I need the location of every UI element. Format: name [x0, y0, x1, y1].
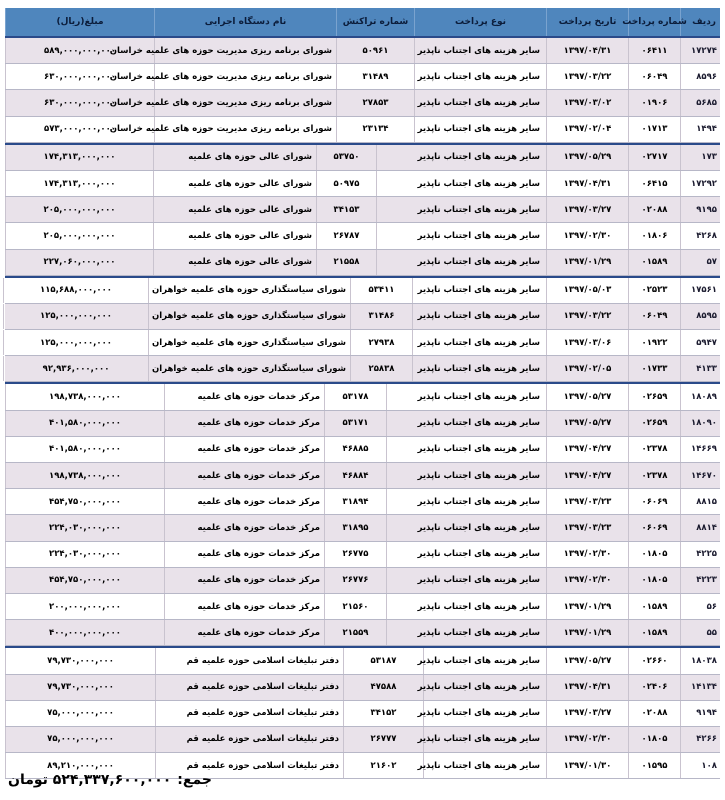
- cell-amount: ۴۰۰,۰۰۰,۰۰۰,۰۰۰: [5, 620, 164, 645]
- cell-payment-date: ۱۳۹۷/۰۲/۳۰: [546, 223, 628, 248]
- cell-transaction-number: ۵۳۴۱۱: [350, 278, 412, 303]
- cell-payment-number: ۰۲۷۱۷: [628, 145, 680, 170]
- cell-payment-number: ۰۱۸۰۵: [628, 542, 680, 567]
- cell-amount: ۷۹,۷۳۰,۰۰۰,۰۰۰: [5, 648, 155, 673]
- table-row: [5, 701, 720, 727]
- cell-row-number: ۱۸۰۸۹: [680, 384, 720, 409]
- cell-payment-number: ۰۱۵۸۹: [628, 594, 680, 619]
- cell-executive-agency: مرکز خدمات حوزه های علمیه: [164, 620, 324, 645]
- total-value: ۵۲۴,۳۳۷,۶۰۰,۰۰۰ تومان: [8, 772, 172, 788]
- table-row: [5, 594, 720, 620]
- cell-row-number: ۱۴۱۳۴: [680, 675, 720, 700]
- cell-transaction-number: ۴۶۸۸۴: [324, 463, 386, 488]
- cell-transaction-number: ۲۷۸۵۳: [336, 90, 414, 115]
- cell-payment-number: ۰۶۰۴۹: [628, 304, 680, 329]
- table-row: [5, 384, 720, 410]
- cell-amount: ۲۰۵,۰۰۰,۰۰۰,۰۰۰: [5, 223, 153, 248]
- cell-row-number: ۸۸۱۴: [680, 515, 720, 540]
- table-row: [5, 648, 720, 674]
- cell-amount: ۲۲۴,۰۳۰,۰۰۰,۰۰۰: [5, 542, 164, 567]
- cell-transaction-number: ۲۵۸۳۸: [350, 356, 412, 381]
- cell-amount: ۴۰۱,۵۸۰,۰۰۰,۰۰۰: [5, 437, 164, 462]
- cell-amount: ۵۸۹,۰۰۰,۰۰۰,۰۰۰: [5, 38, 154, 63]
- cell-executive-agency: مرکز خدمات حوزه های علمیه: [164, 463, 324, 488]
- cell-payment-number: ۰۱۹۰۶: [628, 90, 680, 115]
- table-row: [5, 250, 720, 276]
- cell-payment-type: سایر هزینه های اجتناب ناپذیر: [414, 38, 546, 63]
- cell-executive-agency: شورای عالی حوزه های علمیه: [153, 223, 316, 248]
- cell-payment-date: ۱۳۹۷/۰۱/۲۹: [546, 620, 628, 645]
- header-amount: مبلغ(ریال): [5, 8, 154, 36]
- cell-transaction-number: ۲۱۵۵۹: [324, 620, 386, 645]
- cell-payment-type: سایر هزینه های اجتناب ناپذیر: [386, 489, 546, 514]
- table-header: [5, 8, 720, 36]
- cell-payment-type: سایر هزینه های اجتناب ناپذیر: [386, 620, 546, 645]
- cell-payment-type: سایر هزینه های اجتناب ناپذیر: [423, 701, 546, 726]
- cell-executive-agency: دفتر تبلیغات اسلامی حوزه علمیه قم: [155, 648, 343, 673]
- cell-row-number: ۴۲۶۶: [680, 727, 720, 752]
- cell-executive-agency: مرکز خدمات حوزه های علمیه: [164, 515, 324, 540]
- cell-transaction-number: ۳۴۱۵۳: [316, 197, 376, 222]
- cell-amount: ۱۲۵,۰۰۰,۰۰۰,۰۰۰: [3, 330, 148, 355]
- table-row: [5, 330, 720, 356]
- cell-amount: ۱۹۸,۷۳۸,۰۰۰,۰۰۰: [5, 463, 164, 488]
- cell-executive-agency: دفتر تبلیغات اسلامی حوزه علمیه قم: [155, 701, 343, 726]
- table-row: [5, 620, 720, 646]
- cell-payment-type: سایر هزینه های اجتناب ناپذیر: [412, 356, 546, 381]
- cell-payment-number: ۰۱۸۰۶: [628, 223, 680, 248]
- cell-payment-date: ۱۳۹۷/۰۳/۲۷: [546, 197, 628, 222]
- cell-transaction-number: ۲۱۶۰۲: [343, 753, 423, 778]
- cell-transaction-number: ۳۱۸۹۵: [324, 515, 386, 540]
- cell-amount: ۷۵,۰۰۰,۰۰۰,۰۰۰: [5, 727, 155, 752]
- cell-payment-type: سایر هزینه های اجتناب ناپذیر: [412, 330, 546, 355]
- table-row: [5, 727, 720, 753]
- table-body: [5, 36, 720, 779]
- cell-row-number: ۱۷۲۷۴: [680, 38, 720, 63]
- cell-payment-date: ۱۳۹۷/۰۱/۲۹: [546, 594, 628, 619]
- table-row: [5, 304, 720, 330]
- cell-amount: ۶۳۰,۰۰۰,۰۰۰,۰۰۰: [5, 90, 154, 115]
- cell-row-number: ۴۲۲۵: [680, 542, 720, 567]
- cell-executive-agency: مرکز خدمات حوزه های علمیه: [164, 489, 324, 514]
- cell-row-number: ۹۱۹۴: [680, 701, 720, 726]
- cell-payment-number: ۰۱۹۲۲: [628, 330, 680, 355]
- cell-payment-date: ۱۳۹۷/۰۴/۳۱: [546, 38, 628, 63]
- table-row: [5, 437, 720, 463]
- cell-amount: ۱۱۵,۶۸۸,۰۰۰,۰۰۰: [3, 278, 148, 303]
- cell-row-number: ۵۶: [680, 594, 720, 619]
- cell-row-number: ۹۱۹۵: [680, 197, 720, 222]
- cell-payment-number: ۰۶۴۱۱: [628, 38, 680, 63]
- cell-payment-type: سایر هزینه های اجتناب ناپذیر: [376, 145, 546, 170]
- cell-executive-agency: شورای سیاستگذاری حوزه های علمیه خواهران: [148, 356, 350, 381]
- cell-payment-number: ۰۱۵۹۵: [628, 753, 680, 778]
- cell-executive-agency: شورای سیاستگذاری حوزه های علمیه خواهران: [148, 330, 350, 355]
- cell-payment-type: سایر هزینه های اجتناب ناپذیر: [386, 515, 546, 540]
- cell-payment-date: ۱۳۹۷/۰۱/۳۰: [546, 753, 628, 778]
- cell-payment-number: ۰۲۳۷۸: [628, 437, 680, 462]
- cell-row-number: ۸۵۹۵: [680, 304, 720, 329]
- cell-executive-agency: دفتر تبلیغات اسلامی حوزه علمیه قم: [155, 753, 343, 778]
- cell-row-number: ۱۸۰۹۰: [680, 411, 720, 436]
- cell-transaction-number: ۳۱۴۸۹: [336, 64, 414, 89]
- cell-amount: ۸۹,۲۱۰,۰۰۰,۰۰۰: [5, 753, 155, 778]
- cell-transaction-number: ۲۶۷۷۷: [343, 727, 423, 752]
- header-payment-number: شماره پرداخت: [628, 8, 680, 36]
- cell-payment-type: سایر هزینه های اجتناب ناپذیر: [376, 171, 546, 196]
- table-group: [5, 382, 720, 646]
- header-payment-date: تاریخ پرداخت: [546, 8, 628, 36]
- cell-row-number: ۴۲۲۳: [680, 568, 720, 593]
- cell-payment-type: سایر هزینه های اجتناب ناپذیر: [386, 542, 546, 567]
- cell-payment-type: سایر هزینه های اجتناب ناپذیر: [386, 594, 546, 619]
- cell-payment-number: ۰۶۰۴۹: [628, 64, 680, 89]
- cell-row-number: ۱۷۲۹۲: [680, 171, 720, 196]
- cell-transaction-number: ۲۱۵۵۸: [316, 250, 376, 275]
- table-row: [5, 411, 720, 437]
- cell-executive-agency: مرکز خدمات حوزه های علمیه: [164, 437, 324, 462]
- cell-row-number: ۵۷: [680, 250, 720, 275]
- cell-row-number: ۵۵: [680, 620, 720, 645]
- cell-transaction-number: ۳۱۴۸۶: [350, 304, 412, 329]
- table-row: [5, 463, 720, 489]
- cell-payment-date: ۱۳۹۷/۰۳/۲۲: [546, 304, 628, 329]
- cell-executive-agency: شورای برنامه ریزی مدیریت حوزه های علمیه خراسان: [154, 64, 336, 89]
- cell-row-number: ۱۸۰۳۸: [680, 648, 720, 673]
- table-row: [5, 278, 720, 304]
- cell-payment-date: ۱۳۹۷/۰۵/۲۹: [546, 145, 628, 170]
- cell-payment-type: سایر هزینه های اجتناب ناپذیر: [386, 463, 546, 488]
- cell-transaction-number: ۵۳۱۷۱: [324, 411, 386, 436]
- cell-transaction-number: ۲۶۷۷۵: [324, 542, 386, 567]
- cell-row-number: ۱۷۳: [680, 145, 720, 170]
- cell-payment-date: ۱۳۹۷/۰۴/۳۱: [546, 675, 628, 700]
- cell-transaction-number: ۵۳۱۸۷: [343, 648, 423, 673]
- cell-payment-number: ۰۱۷۳۳: [628, 356, 680, 381]
- table-group: [5, 276, 720, 383]
- cell-payment-date: ۱۳۹۷/۰۴/۳۱: [546, 171, 628, 196]
- cell-row-number: ۵۶۸۵: [680, 90, 720, 115]
- cell-row-number: ۴۱۳۳: [680, 356, 720, 381]
- cell-payment-number: ۰۲۳۷۸: [628, 463, 680, 488]
- cell-transaction-number: ۵۳۷۵۰: [316, 145, 376, 170]
- cell-payment-date: ۱۳۹۷/۰۴/۲۷: [546, 463, 628, 488]
- cell-amount: ۷۵,۰۰۰,۰۰۰,۰۰۰: [5, 701, 155, 726]
- cell-amount: ۲۲۷,۰۶۰,۰۰۰,۰۰۰: [5, 250, 153, 275]
- table-row: [5, 542, 720, 568]
- cell-executive-agency: شورای عالی حوزه های علمیه: [153, 171, 316, 196]
- table-group: [5, 143, 720, 276]
- cell-payment-number: ۰۲۰۸۸: [628, 197, 680, 222]
- cell-row-number: ۱۴۶۷۰: [680, 463, 720, 488]
- cell-payment-type: سایر هزینه های اجتناب ناپذیر: [412, 304, 546, 329]
- cell-amount: ۲۲۴,۰۳۰,۰۰۰,۰۰۰: [5, 515, 164, 540]
- cell-transaction-number: ۲۷۹۳۸: [350, 330, 412, 355]
- cell-payment-number: ۰۶۰۶۹: [628, 489, 680, 514]
- cell-payment-number: ۰۱۷۱۳: [628, 117, 680, 142]
- cell-executive-agency: شورای عالی حوزه های علمیه: [153, 197, 316, 222]
- cell-payment-date: ۱۳۹۷/۰۵/۲۷: [546, 384, 628, 409]
- cell-amount: ۶۳۰,۰۰۰,۰۰۰,۰۰۰: [5, 64, 154, 89]
- cell-payment-date: ۱۳۹۷/۰۳/۰۶: [546, 330, 628, 355]
- cell-amount: ۴۵۴,۷۵۰,۰۰۰,۰۰۰: [5, 568, 164, 593]
- cell-payment-date: ۱۳۹۷/۰۱/۲۹: [546, 250, 628, 275]
- cell-payment-date: ۱۳۹۷/۰۳/۲۳: [546, 489, 628, 514]
- cell-amount: ۵۷۳,۰۰۰,۰۰۰,۰۰۰: [5, 117, 154, 142]
- cell-amount: ۴۰۱,۵۸۰,۰۰۰,۰۰۰: [5, 411, 164, 436]
- cell-payment-type: سایر هزینه های اجتناب ناپذیر: [376, 223, 546, 248]
- cell-transaction-number: ۲۶۷۷۶: [324, 568, 386, 593]
- cell-payment-number: ۰۲۵۲۳: [628, 278, 680, 303]
- cell-payment-type: سایر هزینه های اجتناب ناپذیر: [386, 411, 546, 436]
- cell-payment-date: ۱۳۹۷/۰۲/۰۴: [546, 117, 628, 142]
- cell-payment-date: ۱۳۹۷/۰۳/۲۲: [546, 64, 628, 89]
- cell-executive-agency: مرکز خدمات حوزه های علمیه: [164, 568, 324, 593]
- header-executive-agency: نام دستگاه اجرایی: [154, 8, 336, 36]
- cell-executive-agency: دفتر تبلیغات اسلامی حوزه علمیه قم: [155, 727, 343, 752]
- cell-transaction-number: ۳۱۸۹۴: [324, 489, 386, 514]
- cell-payment-date: ۱۳۹۷/۰۲/۳۰: [546, 542, 628, 567]
- cell-transaction-number: ۵۰۹۷۵: [316, 171, 376, 196]
- table-row: [5, 568, 720, 594]
- cell-amount: ۱۹۸,۷۳۸,۰۰۰,۰۰۰: [5, 384, 164, 409]
- cell-executive-agency: شورای برنامه ریزی مدیریت حوزه های علمیه خراسان: [154, 38, 336, 63]
- cell-payment-type: سایر هزینه های اجتناب ناپذیر: [423, 648, 546, 673]
- cell-amount: ۴۵۴,۷۵۰,۰۰۰,۰۰۰: [5, 489, 164, 514]
- table-row: [5, 117, 720, 143]
- cell-payment-type: سایر هزینه های اجتناب ناپذیر: [423, 753, 546, 778]
- cell-transaction-number: ۳۴۱۵۲: [343, 701, 423, 726]
- cell-executive-agency: شورای عالی حوزه های علمیه: [153, 145, 316, 170]
- cell-transaction-number: ۵۳۱۷۸: [324, 384, 386, 409]
- cell-payment-type: سایر هزینه های اجتناب ناپذیر: [423, 727, 546, 752]
- cell-row-number: ۸۵۹۶: [680, 64, 720, 89]
- cell-row-number: ۱۷۵۶۱: [680, 278, 720, 303]
- header-payment-type: نوع پرداخت: [414, 8, 546, 36]
- cell-payment-type: سایر هزینه های اجتناب ناپذیر: [386, 437, 546, 462]
- cell-executive-agency: مرکز خدمات حوزه های علمیه: [164, 384, 324, 409]
- cell-payment-number: ۰۲۰۸۸: [628, 701, 680, 726]
- cell-executive-agency: مرکز خدمات حوزه های علمیه: [164, 411, 324, 436]
- header-row-number: ردیف: [680, 8, 720, 36]
- cell-payment-date: ۱۳۹۷/۰۴/۲۷: [546, 437, 628, 462]
- cell-payment-number: ۰۱۸۰۵: [628, 727, 680, 752]
- cell-payment-type: سایر هزینه های اجتناب ناپذیر: [376, 197, 546, 222]
- cell-payment-type: سایر هزینه های اجتناب ناپذیر: [414, 64, 546, 89]
- cell-amount: ۱۲۵,۰۰۰,۰۰۰,۰۰۰: [3, 304, 148, 329]
- cell-payment-type: سایر هزینه های اجتناب ناپذیر: [386, 384, 546, 409]
- cell-row-number: ۱۴۶۶۹: [680, 437, 720, 462]
- cell-row-number: ۴۲۶۸: [680, 223, 720, 248]
- cell-payment-type: سایر هزینه های اجتناب ناپذیر: [423, 675, 546, 700]
- cell-transaction-number: ۲۱۵۶۰: [324, 594, 386, 619]
- cell-amount: ۱۷۴,۳۱۳,۰۰۰,۰۰۰: [5, 145, 153, 170]
- cell-payment-number: ۰۶۰۶۹: [628, 515, 680, 540]
- table-row: [5, 197, 720, 223]
- table-row: [5, 171, 720, 197]
- cell-executive-agency: مرکز خدمات حوزه های علمیه: [164, 542, 324, 567]
- cell-executive-agency: شورای برنامه ریزی مدیریت حوزه های علمیه خراسان: [154, 90, 336, 115]
- cell-payment-type: سایر هزینه های اجتناب ناپذیر: [414, 117, 546, 142]
- table-row: [5, 90, 720, 116]
- total-label: جمع:: [177, 772, 212, 788]
- cell-payment-number: ۰۲۶۵۹: [628, 411, 680, 436]
- cell-executive-agency: مرکز خدمات حوزه های علمیه: [164, 594, 324, 619]
- cell-executive-agency: شورای سیاستگذاری حوزه های علمیه خواهران: [148, 304, 350, 329]
- cell-row-number: ۵۹۴۷: [680, 330, 720, 355]
- cell-transaction-number: ۴۷۵۸۸: [343, 675, 423, 700]
- table-row: [5, 38, 720, 64]
- cell-executive-agency: دفتر تبلیغات اسلامی حوزه علمیه قم: [155, 675, 343, 700]
- table-row: [5, 356, 720, 382]
- cell-payment-date: ۱۳۹۷/۰۵/۲۷: [546, 648, 628, 673]
- cell-payment-type: سایر هزینه های اجتناب ناپذیر: [412, 278, 546, 303]
- cell-payment-date: ۱۳۹۷/۰۳/۲۷: [546, 701, 628, 726]
- cell-amount: ۲۰۰,۰۰۰,۰۰۰,۰۰۰: [5, 594, 164, 619]
- cell-amount: ۲۰۵,۰۰۰,۰۰۰,۰۰۰: [5, 197, 153, 222]
- cell-payment-date: ۱۳۹۷/۰۵/۰۳: [546, 278, 628, 303]
- table-row: [5, 64, 720, 90]
- cell-payment-type: سایر هزینه های اجتناب ناپذیر: [386, 568, 546, 593]
- cell-payment-number: ۰۲۶۶۰: [628, 648, 680, 673]
- cell-row-number: ۸۸۱۵: [680, 489, 720, 514]
- table-group: [5, 36, 720, 143]
- cell-payment-date: ۱۳۹۷/۰۲/۳۰: [546, 568, 628, 593]
- cell-payment-number: ۰۱۵۸۹: [628, 250, 680, 275]
- cell-executive-agency: شورای برنامه ریزی مدیریت حوزه های علمیه خراسان: [154, 117, 336, 142]
- cell-payment-date: ۱۳۹۷/۰۵/۲۷: [546, 411, 628, 436]
- cell-row-number: ۱۰۸: [680, 753, 720, 778]
- cell-transaction-number: ۵۰۹۶۱: [336, 38, 414, 63]
- cell-executive-agency: شورای سیاستگذاری حوزه های علمیه خواهران: [148, 278, 350, 303]
- table-group: [5, 646, 720, 779]
- cell-transaction-number: ۲۶۷۸۷: [316, 223, 376, 248]
- table-row: [5, 145, 720, 171]
- cell-row-number: ۱۴۹۴: [680, 117, 720, 142]
- cell-transaction-number: ۲۳۱۳۴: [336, 117, 414, 142]
- cell-amount: ۹۲,۹۳۶,۰۰۰,۰۰۰: [3, 356, 148, 381]
- header-transaction-number: شماره تراکنش: [336, 8, 414, 36]
- cell-payment-number: ۰۶۴۱۵: [628, 171, 680, 196]
- cell-executive-agency: شورای عالی حوزه های علمیه: [153, 250, 316, 275]
- cell-payment-number: ۰۲۴۰۶: [628, 675, 680, 700]
- cell-payment-date: ۱۳۹۷/۰۳/۰۲: [546, 90, 628, 115]
- cell-amount: ۷۹,۷۳۰,۰۰۰,۰۰۰: [5, 675, 155, 700]
- cell-payment-date: ۱۳۹۷/۰۲/۰۵: [546, 356, 628, 381]
- cell-payment-type: سایر هزینه های اجتناب ناپذیر: [376, 250, 546, 275]
- cell-payment-number: ۰۱۵۸۹: [628, 620, 680, 645]
- table-row: [5, 675, 720, 701]
- cell-transaction-number: ۴۶۸۸۵: [324, 437, 386, 462]
- cell-payment-date: ۱۳۹۷/۰۲/۳۰: [546, 727, 628, 752]
- cell-payment-type: سایر هزینه های اجتناب ناپذیر: [414, 90, 546, 115]
- table-row: [5, 515, 720, 541]
- table-row: [5, 223, 720, 249]
- cell-payment-date: ۱۳۹۷/۰۳/۲۳: [546, 515, 628, 540]
- total-summary: [8, 772, 212, 788]
- cell-payment-number: ۰۱۸۰۵: [628, 568, 680, 593]
- cell-payment-number: ۰۲۶۵۹: [628, 384, 680, 409]
- payments-table: [5, 8, 720, 779]
- table-row: [5, 489, 720, 515]
- cell-amount: ۱۷۴,۳۱۳,۰۰۰,۰۰۰: [5, 171, 153, 196]
